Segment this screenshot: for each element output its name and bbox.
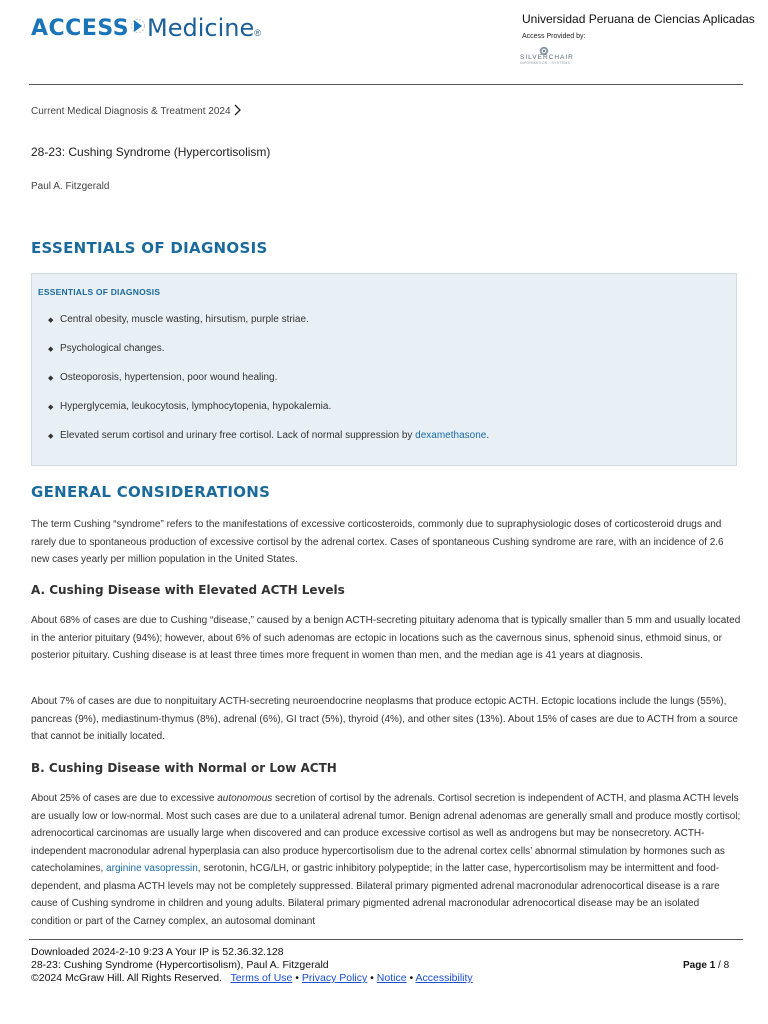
copyright-text: ©2024 McGraw Hill. All Rights Reserved. <box>31 972 222 984</box>
dexamethasone-link[interactable]: dexamethasone <box>415 430 487 441</box>
page-footer <box>31 946 473 985</box>
chevron-right-icon <box>234 104 241 119</box>
header-divider <box>29 84 743 85</box>
copyright-line: ©2024 McGraw Hill. All Rights Reserved. Terms of Use • Privacy Policy • Notice • Accessibility <box>31 972 473 984</box>
essentials-list <box>48 314 489 459</box>
essentials-box-title: ESSENTIALS OF DIAGNOSIS <box>38 287 161 297</box>
section-a-heading: A. Cushing Disease with Elevated ACTH Levels <box>31 583 345 597</box>
bullet-icon: ◆ <box>48 346 54 353</box>
list-item-text: Psychological changes. <box>60 343 165 354</box>
section-b-paragraph <box>31 790 741 930</box>
terms-of-use-link[interactable]: Terms of Use <box>230 972 293 984</box>
download-info: Downloaded 2024-2-10 9:23 A Your IP is 52.36.32.128 <box>31 946 284 958</box>
provider-name: SILVERCHAIR <box>520 54 574 61</box>
essentials-heading: ESSENTIALS OF DIAGNOSIS <box>31 239 268 257</box>
essentials-box <box>31 273 737 466</box>
list-item-text: Central obesity, muscle wasting, hirsutism, purple striae. <box>60 314 309 325</box>
bullet-icon: ◆ <box>48 375 54 382</box>
general-considerations-heading: GENERAL CONSIDERATIONS <box>31 483 271 501</box>
institution-name: Universidad Peruana de Ciencias Aplicadas <box>522 12 755 26</box>
list-item-text-end: . <box>486 430 490 441</box>
access-provided-label: Access Provided by: <box>522 33 586 40</box>
list-item-text: Osteoporosis, hypertension, poor wound healing. <box>60 372 278 383</box>
page-current: 1 <box>709 960 716 971</box>
bullet-icon: ◆ <box>48 404 54 411</box>
author-name: Paul A. Fitzgerald <box>31 181 110 192</box>
section-b-text-start: About 25% of cases are due to excessive <box>31 793 218 804</box>
arginine-vasopressin-link[interactable]: arginine vasopressin <box>106 863 198 874</box>
citation-line: 28-23: Cushing Syndrome (Hypercortisolism), Paul A. Fitzgerald <box>31 959 329 971</box>
notice-link[interactable]: Notice <box>376 972 407 984</box>
logo-arrow-icon <box>131 15 145 42</box>
footer-divider <box>29 939 743 940</box>
general-intro-paragraph: The term Cushing “syndrome” refers to the manifestations of excessive corticosteroids, commonly due to supraphysiologic doses of corticosteroid drugs and rarely due to spontaneous production of excessive cortisol by the adrenal cortex. Cases of spontaneous Cushing syndrome are rare, with an incidence of 2.6 new cases yearly per million population in the United States. <box>31 519 724 565</box>
section-a-paragraph-2: About 7% of cases are due to nonpituitary ACTH-secreting neuroendocrine neoplasms that produce ectopic ACTH. Ectopic locations include the lungs (55%), pancreas (9%), mediastinum-thymus (8%), adrenal (6%), GI tract (5%), thyroid (4%), and other sites (13%). About 15% of cases are due to ACTH from a source that cannot be initially located. <box>31 696 738 742</box>
page-label: Page <box>683 960 707 971</box>
page-header <box>0 0 768 86</box>
breadcrumb-book-link[interactable]: Current Medical Diagnosis & Treatment 2024 <box>31 106 231 117</box>
page-number: Page 1 / 8 <box>683 960 730 971</box>
list-item-text-start: Elevated serum cortisol and urinary free cortisol. Lack of normal suppression by <box>60 430 416 441</box>
list-item <box>48 343 489 372</box>
privacy-policy-link[interactable]: Privacy Policy <box>301 972 368 984</box>
list-item <box>48 314 489 343</box>
provider-subtitle: INFORMATION / SYSTEMS <box>520 61 571 65</box>
list-item <box>48 430 489 459</box>
section-b-text-end: , serotonin, hCG/LH, or gastric inhibitory polypeptide; in the latter case, hypercortisolism may be intermittent and food-dependent, and plasma ACTH levels may not be completely suppressed. Bilateral primary pigmented adrenal macronodular adrenocortical disease is a rare cause of Cushing syndrome in children and young adults. Bilateral primary pigmented adrenal macronodular adrenocortical disease may be an isolated condition or part of the Carney complex, an autosomal dominant <box>31 863 720 927</box>
section-b-heading: B. Cushing Disease with Normal or Low ACTH <box>31 761 337 775</box>
list-item-text: Hyperglycemia, leukocytosis, lymphocytopenia, hypokalemia. <box>60 401 332 412</box>
logo-access-text: ACCESS <box>31 15 130 41</box>
accessmedicine-logo[interactable] <box>31 14 261 42</box>
bullet-icon: ◆ <box>48 433 54 440</box>
bullet-icon: ◆ <box>48 317 54 324</box>
section-b-text-middle: secretion of cortisol by the adrenals. Cortisol secretion is independent of ACTH, and plasma ACTH levels are usually low or low-normal. Most such cases are due to a unilateral adrenal tumor. Benign adrenal adenomas are generally small and produce mostly cortisol; adrenocortical carcinomas are usually large when discovered and can produce excessive cortisol as well as androgens but may be nonsecretory. ACTH-independent macronodular adrenal hyperplasia can also produce hypercortisolism due to the adrenal cortex cells’ abnormal stimulation by hormones such as catecholamines, <box>31 793 741 874</box>
logo-medicine-text: Medicine <box>147 14 255 42</box>
chapter-title: 28-23: Cushing Syndrome (Hypercortisolism) <box>31 145 271 159</box>
section-a-paragraph-1: About 68% of cases are due to Cushing “disease,” caused by a benign ACTH-secreting pituitary adenoma that is typically smaller than 5 mm and usually located in the anterior pituitary (94%); however, about 6% of such adenomas are ectopic in locations such as the cavernous sinus, sphenoid sinus, ethmoid sinus, or posterior pituitary. Cushing disease is at least three times more frequent in women than men, and the median age is 41 years at diagnosis. <box>31 615 741 661</box>
list-item-text <box>60 430 489 441</box>
page-total: 8 <box>723 960 730 971</box>
list-item <box>48 401 489 430</box>
logo-registered-mark: ® <box>254 28 261 38</box>
section-b-emphasis: autonomous <box>217 793 273 804</box>
list-item <box>48 372 489 401</box>
accessibility-link[interactable]: Accessibility <box>415 972 473 984</box>
breadcrumb[interactable] <box>31 104 241 119</box>
